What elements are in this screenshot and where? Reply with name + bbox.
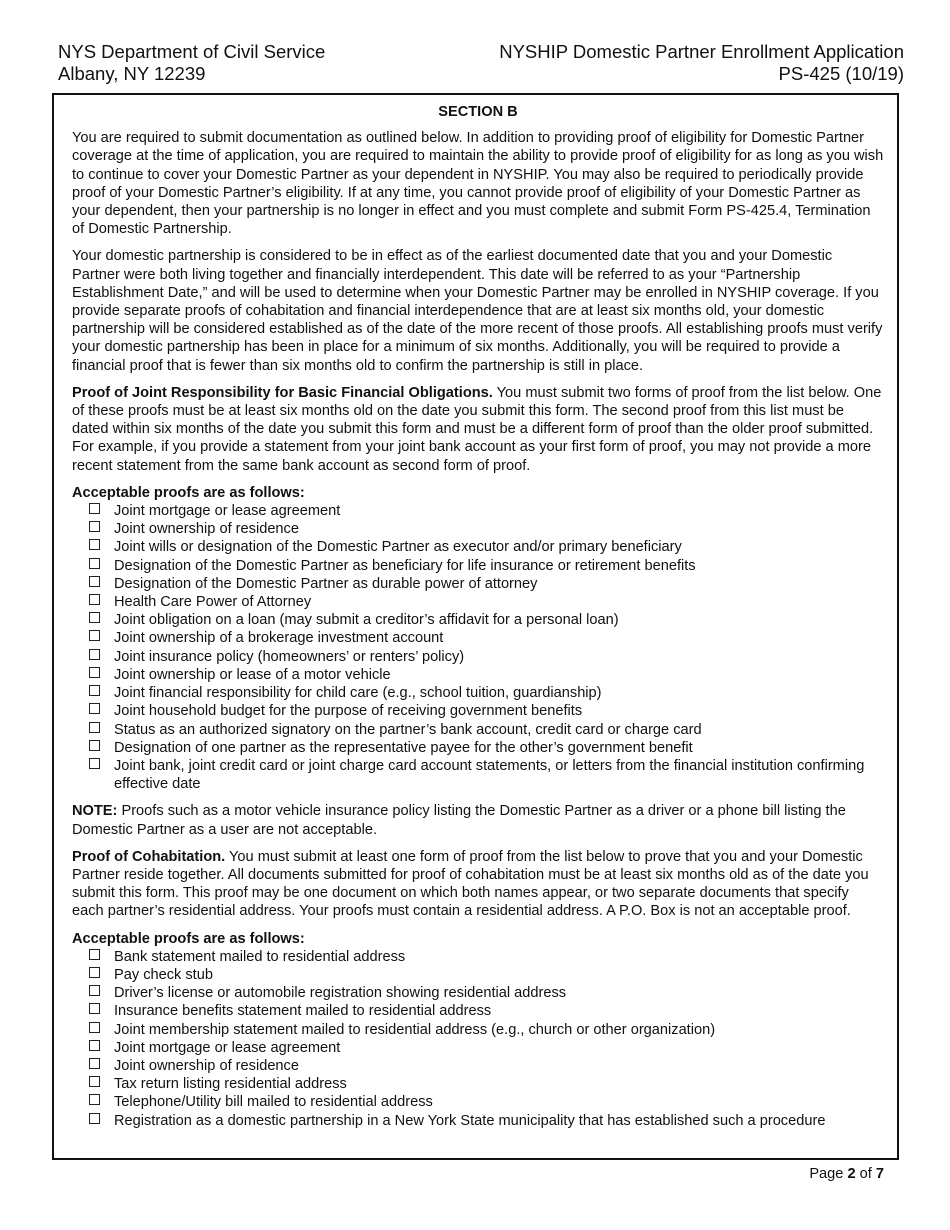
page-of: of [855, 1166, 876, 1182]
agency-name: NYS Department of Civil Service [58, 41, 326, 62]
cohabitation-proof-item [72, 1112, 884, 1130]
checkbox-icon[interactable] [89, 521, 100, 532]
financial-proof-item-label: Joint ownership of residence [114, 521, 299, 538]
checkbox-icon[interactable] [89, 539, 100, 550]
financial-proof-item [72, 629, 884, 647]
checkbox-icon[interactable] [89, 576, 100, 587]
cohabitation-proof-item [72, 1021, 884, 1039]
cohabitation-title: Proof of Cohabitation. [72, 848, 226, 865]
checkbox-icon[interactable] [89, 630, 100, 641]
financial-proof-item-label: Designation of one partner as the representative payee for the other’s government benefit [114, 739, 693, 756]
page-total: 7 [875, 1166, 884, 1182]
financial-proof-item [72, 666, 884, 684]
financial-proof-item [72, 739, 884, 757]
note-body: Proofs such as a motor vehicle insurance policy listing the Domestic Partner as a driver or a phone bill listing the Domestic Partner as a user are not acceptable. [72, 803, 846, 838]
cohabitation-body: You must submit at least one form of proof from the list below to prove that you and your Domestic Partner reside together. All documents submitted for proof of cohabitation must be at least six months old as of the date you submit this form. This proof may be one document on which both names appear, or two separate documents that specify each partner’s residential address. Your proofs must contain a residential address. A P.O. Box is not an acceptable proof. [72, 848, 869, 920]
financial-proof-item [72, 721, 884, 739]
financial-proof-item-label: Joint obligation on a loan (may submit a creditor’s affidavit for a personal loan) [114, 612, 619, 629]
checkbox-icon[interactable] [89, 612, 100, 623]
financial-proof-item [72, 648, 884, 666]
section-title: SECTION B [438, 104, 518, 120]
financial-proof-item-label: Joint financial responsibility for child care (e.g., school tuition, guardianship) [114, 685, 602, 702]
cohabitation-proof-item [72, 1093, 884, 1111]
checkbox-icon[interactable] [89, 503, 100, 514]
cohabitation-proof-item-label: Joint ownership of residence [114, 1057, 299, 1074]
financial-proof-item [72, 502, 884, 520]
agency-address: Albany, NY 12239 [58, 63, 206, 84]
form-number: PS-425 (10/19) [778, 63, 904, 84]
checkbox-icon[interactable] [89, 703, 100, 714]
effective-date-paragraph: Your domestic partnership is considered to be in effect as of the earliest documented date that you and your Domestic Partner were both living together and financially interdependent. This date will be referred to as your “Partnership Establishment Date,” and will be used to determine when your Domestic Partner may be enrolled in NYSHIP coverage. If you provide separate proofs of cohabitation and financial interdependence that are at least six months old, your domestic partnership will be considered established as of the date of the more recent of those proofs. All establishing proofs must verify your domestic partnership has been in place for a minimum of six months. Additionally, you will be required to provide a financial proof that is fewer than six months old to confirm the partnership is still in place. [72, 248, 883, 374]
cohabitation-proof-item-label: Driver’s license or automobile registration showing residential address [114, 985, 567, 1002]
cohabitation-proof-item-label: Insurance benefits statement mailed to residential address [114, 1003, 492, 1020]
financial-proof-item-label: Designation of the Domestic Partner as durable power of attorney [114, 575, 538, 592]
financial-proof-item-label: Joint mortgage or lease agreement [114, 503, 341, 520]
cohabitation-proof-item-label: Joint membership statement mailed to residential address (e.g., church or other organization) [114, 1021, 716, 1038]
financial-proof-item [72, 611, 884, 629]
financial-proof-item-label: Joint ownership of a brokerage investment account [114, 630, 444, 647]
checkbox-icon[interactable] [89, 949, 100, 960]
note-paragraph [72, 802, 884, 838]
financial-proof-paragraph [72, 384, 884, 475]
financial-proof-item [72, 538, 884, 556]
form-title: NYSHIP Domestic Partner Enrollment Application [499, 41, 904, 62]
cohabitation-list-heading: Acceptable proofs are as follows: [72, 930, 305, 947]
financial-list-heading: Acceptable proofs are as follows: [72, 484, 305, 501]
cohabitation-proof-item [72, 1039, 884, 1057]
checkbox-icon[interactable] [89, 685, 100, 696]
intro-paragraph: You are required to submit documentation as outlined below. In addition to providing proof of eligibility for Domestic Partner coverage at the time of application, you are required to maintain the ability to provide proof of eligibility for as long as you wish to continue to cover your Domestic Partner as your dependent in NYSHIP. You may also be required to periodically provide proof of your Domestic Partner’s eligibility. If at any time, you cannot provide proof of eligibility of your Domestic Partner as your dependent, then your partnership is no longer in effect and you must complete and submit Form PS-425.4, Termination of Domestic Partnership. [72, 130, 884, 238]
header-right [499, 41, 904, 85]
checkbox-icon[interactable] [89, 1113, 100, 1124]
cohabitation-proof-item-label: Tax return listing residential address [114, 1076, 347, 1093]
checkbox-icon[interactable] [89, 758, 100, 769]
cohabitation-proof-item-label: Registration as a domestic partnership in a New York State municipality that has established such a procedure [114, 1112, 826, 1129]
checkbox-icon[interactable] [89, 1022, 100, 1033]
checkbox-icon[interactable] [89, 1058, 100, 1069]
financial-proof-item [72, 593, 884, 611]
cohabitation-proof-item-label: Pay check stub [114, 966, 213, 983]
checkbox-icon[interactable] [89, 740, 100, 751]
checkbox-icon[interactable] [89, 985, 100, 996]
page-number [809, 1166, 884, 1182]
financial-proof-item-label: Designation of the Domestic Partner as beneficiary for life insurance or retirement benefits [114, 557, 696, 574]
financial-proofs-list [72, 502, 884, 793]
financial-proof-item [72, 520, 884, 538]
financial-proof-title: Proof of Joint Responsibility for Basic Financial Obligations. [72, 384, 493, 401]
cohabitation-paragraph [72, 848, 884, 921]
checkbox-icon[interactable] [89, 649, 100, 660]
cohabitation-proof-item-label: Telephone/Utility bill mailed to residential address [114, 1094, 433, 1111]
financial-proof-item [72, 557, 884, 575]
financial-proof-item [72, 702, 884, 720]
financial-proof-item [72, 757, 884, 793]
header-left [58, 41, 325, 85]
financial-proof-item-label: Joint household budget for the purpose of receiving government benefits [114, 703, 583, 720]
cohabitation-proofs-list [72, 948, 884, 1130]
financial-proof-body: You must submit two forms of proof from the list below. One of these proofs must be at least six months old on the date you submit this form. The second proof from this list must be dated within six months of the date you submit this form and must be a different form of proof than the older proof submitted. For example, if you provide a statement from your joint bank account as your first form of proof, you may not provide a more recent statement from the same bank account as second form of proof. [72, 384, 882, 474]
checkbox-icon[interactable] [89, 1003, 100, 1014]
checkbox-icon[interactable] [89, 1094, 100, 1105]
section-b-box [52, 93, 899, 1160]
cohabitation-proof-item [72, 948, 884, 966]
checkbox-icon[interactable] [89, 1076, 100, 1087]
checkbox-icon[interactable] [89, 1040, 100, 1051]
checkbox-icon[interactable] [89, 558, 100, 569]
page-current: 2 [847, 1166, 856, 1182]
checkbox-icon[interactable] [89, 967, 100, 978]
financial-proof-item [72, 575, 884, 593]
page-label: Page [809, 1166, 848, 1182]
cohabitation-proof-item [72, 1002, 884, 1020]
cohabitation-proof-item-label: Bank statement mailed to residential address [114, 948, 406, 965]
financial-proof-item-label: Status as an authorized signatory on the partner’s bank account, credit card or charge card [114, 721, 702, 738]
cohabitation-proof-item [72, 1057, 884, 1075]
cohabitation-proof-item [72, 984, 884, 1002]
cohabitation-proof-item-label: Joint mortgage or lease agreement [114, 1039, 341, 1056]
financial-proof-item-label: Health Care Power of Attorney [114, 594, 312, 611]
financial-proof-item-label: Joint bank, joint credit card or joint charge card account statements, or letters from the financial institution confirming effective date [114, 757, 865, 793]
financial-proof-item-label: Joint insurance policy (homeowners’ or renters’ policy) [114, 648, 465, 665]
financial-proof-item-label: Joint ownership or lease of a motor vehicle [114, 666, 391, 683]
cohabitation-proof-item [72, 966, 884, 984]
checkbox-icon[interactable] [89, 594, 100, 605]
note-title: NOTE: [72, 803, 118, 820]
financial-proof-item [72, 684, 884, 702]
checkbox-icon[interactable] [89, 722, 100, 733]
cohabitation-proof-item [72, 1075, 884, 1093]
section-b-content [72, 103, 884, 1130]
financial-proof-item-label: Joint wills or designation of the Domestic Partner as executor and/or primary beneficiary [114, 539, 682, 556]
checkbox-icon[interactable] [89, 667, 100, 678]
